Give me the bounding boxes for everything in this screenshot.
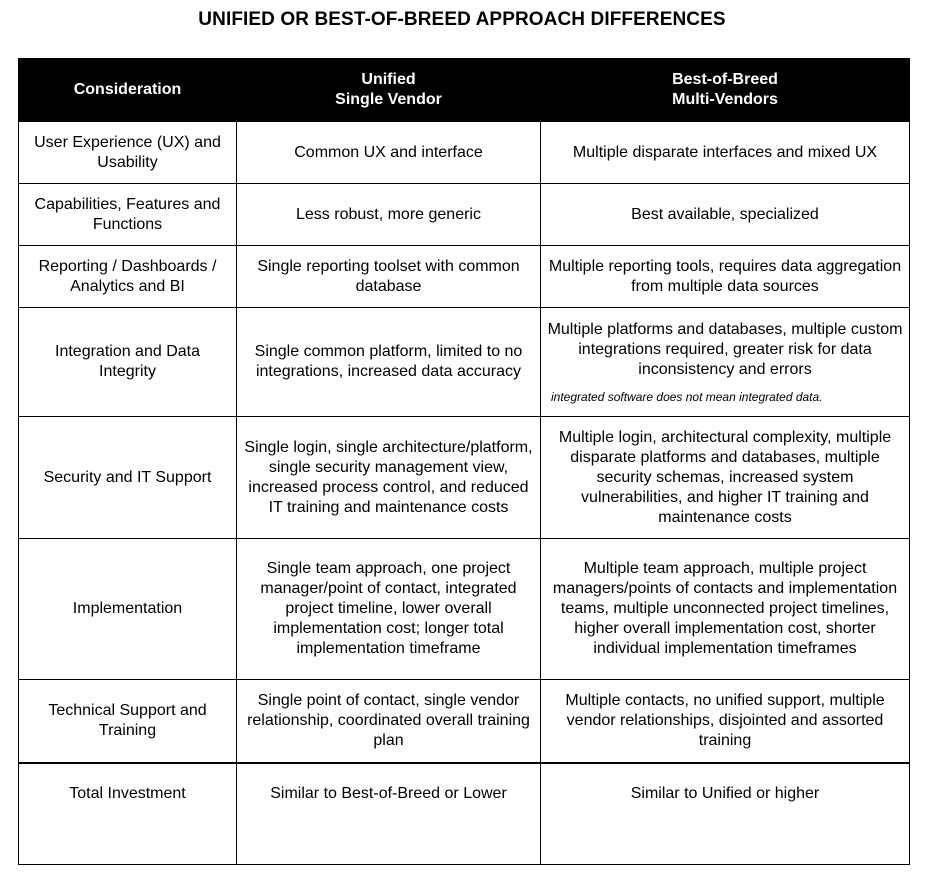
row-unified: Single common platform, limited to no integrations, increased data accuracy xyxy=(237,308,541,417)
row-best-of-breed: Similar to Unified or higher xyxy=(541,763,910,865)
row-unified: Single reporting toolset with common database xyxy=(237,246,541,308)
row-consideration: Security and IT Support xyxy=(19,417,237,539)
header-row xyxy=(19,59,910,122)
header-unified-line2: Single Vendor xyxy=(335,91,442,108)
row-consideration: Reporting / Dashboards / Analytics and BI xyxy=(19,246,237,308)
table-row xyxy=(19,417,910,539)
header-bob-line1: Best-of-Breed xyxy=(672,71,778,88)
row-consideration: User Experience (UX) and Usability xyxy=(19,122,237,184)
row-unified: Single point of contact, single vendor relationship, coordinated overall training plan xyxy=(237,680,541,763)
row-consideration: Capabilities, Features and Functions xyxy=(19,184,237,246)
header-consideration: Consideration xyxy=(19,59,237,122)
table-row xyxy=(19,122,910,184)
table-row xyxy=(19,308,910,417)
table-row xyxy=(19,184,910,246)
row-unified: Common UX and interface xyxy=(237,122,541,184)
row-consideration: Integration and Data Integrity xyxy=(19,308,237,417)
row-best-of-breed: Best available, specialized xyxy=(541,184,910,246)
row-consideration: Total Investment xyxy=(19,763,237,865)
comparison-table xyxy=(18,58,910,865)
page-title: UNIFIED OR BEST-OF-BREED APPROACH DIFFERENCES xyxy=(198,9,726,30)
header-bob-line2: Multi-Vendors xyxy=(672,91,778,108)
table-row xyxy=(19,763,910,865)
table-row xyxy=(19,539,910,680)
row-unified: Similar to Best-of-Breed or Lower xyxy=(237,763,541,865)
row-best-of-breed: Multiple team approach, multiple project managers/points of contacts and implementation teams, multiple unconnected project timelines, higher overall implementation cost, shorter individual implementation timeframes xyxy=(541,539,910,680)
row-best-of-breed-text: Multiple platforms and databases, multiple custom integrations required, greater risk for data inconsistency and errors xyxy=(547,321,903,378)
row-best-of-breed: Multiple login, architectural complexity, multiple disparate platforms and databases, multiple security schemas, increased system vulnerabilities, and higher IT training and maintenance costs xyxy=(541,417,910,539)
row-unified: Less robust, more generic xyxy=(237,184,541,246)
row-consideration: Implementation xyxy=(19,539,237,680)
row-best-of-breed: Multiple contacts, no unified support, multiple vendor relationships, disjointed and assorted training xyxy=(541,680,910,763)
row-unified: Single team approach, one project manager/point of contact, integrated project timeline, lower overall implementation cost; longer total implementation timeframe xyxy=(237,539,541,680)
header-unified-line1: Unified xyxy=(361,71,416,88)
header-unified xyxy=(237,59,541,122)
row-best-of-breed-note: integrated software does not mean integrated data. xyxy=(551,390,823,404)
row-best-of-breed xyxy=(541,308,910,417)
table-row xyxy=(19,680,910,763)
row-best-of-breed: Multiple disparate interfaces and mixed UX xyxy=(541,122,910,184)
header-best-of-breed xyxy=(541,59,910,122)
row-best-of-breed: Multiple reporting tools, requires data aggregation from multiple data sources xyxy=(541,246,910,308)
row-unified: Single login, single architecture/platform, single security management view, increased process control, and reduced IT training and maintenance costs xyxy=(237,417,541,539)
row-consideration: Technical Support and Training xyxy=(19,680,237,763)
table-row xyxy=(19,246,910,308)
